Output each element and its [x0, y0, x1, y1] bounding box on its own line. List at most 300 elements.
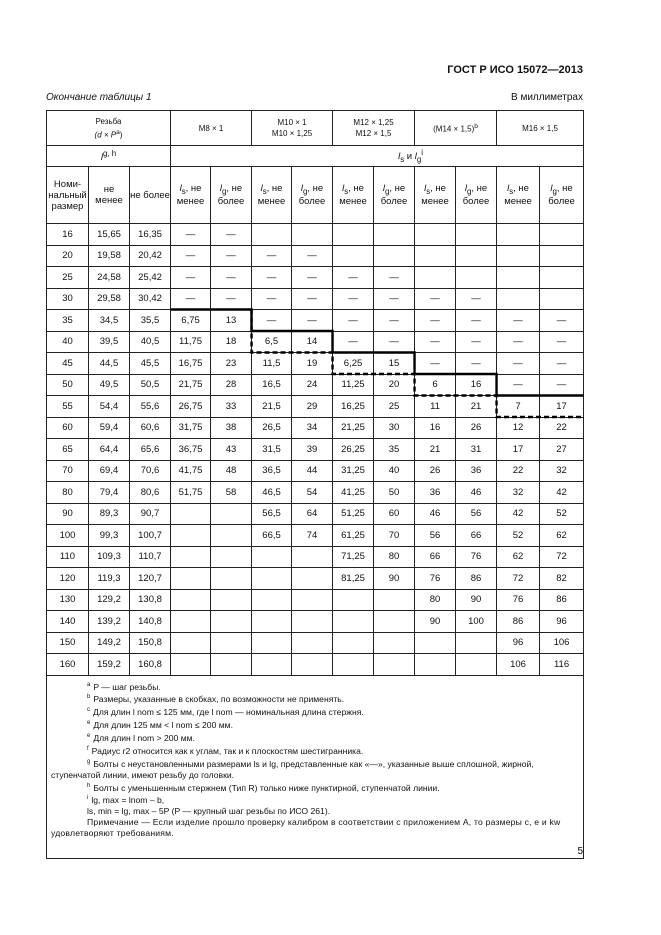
footnote-b: $^b$ Размеры, указанные в скобках, по возможности не применять.	[87, 694, 345, 705]
table-cell: —	[211, 245, 252, 267]
table-cell: 22	[497, 460, 540, 482]
table-cell: 17	[540, 396, 584, 418]
table-cell: —	[292, 245, 333, 267]
table-cell: 31	[456, 439, 497, 461]
table-cell: 90	[374, 568, 415, 590]
table-cell: 35	[47, 310, 89, 332]
table-cell: 90	[47, 503, 89, 525]
table-cell	[252, 224, 292, 246]
table-cell	[292, 546, 333, 568]
table-cell: 32	[497, 482, 540, 504]
table-cell: 119,3	[89, 568, 130, 590]
table-cell: 44,5	[89, 353, 130, 375]
table-cell: 50,5	[130, 374, 171, 396]
lg-max-header: $l_g$, не более	[456, 167, 497, 224]
table-cell: 30,42	[130, 288, 171, 310]
table-cell: 48	[211, 460, 252, 482]
table-cell: 41,75	[171, 460, 211, 482]
table-cell: 62	[540, 525, 584, 547]
table-cell: 16,25	[333, 396, 374, 418]
table-cell: 20,42	[130, 245, 171, 267]
table-cell	[292, 632, 333, 654]
table-cell	[171, 611, 211, 633]
table-cell: —	[292, 310, 333, 332]
table-cell: —	[497, 310, 540, 332]
table-cell: 40,5	[130, 331, 171, 353]
table-cell: 13	[211, 310, 252, 332]
table-cell: —	[415, 310, 456, 332]
table-cell	[374, 589, 415, 611]
footnote-d: $^e$ Для длин l nom > 200 мм.	[87, 732, 195, 743]
table-cell: 32	[540, 460, 584, 482]
footnote-e: $^e$ Для длин 125 мм < l nom ≤ 200 мм.	[87, 719, 233, 730]
table-cell: 46,5	[252, 482, 292, 504]
table-cell: 58	[211, 482, 252, 504]
ls-min-header: $l_s$, не менее	[415, 167, 456, 224]
table-cell	[374, 654, 415, 676]
table-cell: 56	[415, 525, 456, 547]
table-cell: 30	[374, 417, 415, 439]
table-cell: 26	[456, 417, 497, 439]
table-cell: 6	[415, 374, 456, 396]
table-cell: 52	[540, 503, 584, 525]
table-cell: —	[497, 374, 540, 396]
table-cell: 45	[47, 353, 89, 375]
table-cell: 11,5	[252, 353, 292, 375]
table-cell: 100	[456, 611, 497, 633]
table-cell: 16,5	[252, 374, 292, 396]
table-cell: —	[211, 224, 252, 246]
table-cell	[171, 568, 211, 590]
table-row	[47, 353, 584, 375]
table-cell	[374, 224, 415, 246]
lg-max-header: $l_g$, не более	[211, 167, 252, 224]
table-cell	[211, 525, 252, 547]
table-cell: —	[415, 288, 456, 310]
table-cell: 76	[497, 589, 540, 611]
table-cell	[540, 288, 584, 310]
table-cell: 16,35	[130, 224, 171, 246]
lg-max-header: $l_g$, не более	[374, 167, 415, 224]
table-cell: 76	[456, 546, 497, 568]
table-cell: —	[252, 245, 292, 267]
table-cell: 14	[292, 331, 333, 353]
table-cell: 26,5	[252, 417, 292, 439]
table-cell: 82	[540, 568, 584, 590]
table-cell: 11,25	[333, 374, 374, 396]
table-cell: 90,7	[130, 503, 171, 525]
table-cell: —	[374, 288, 415, 310]
table-cell	[252, 568, 292, 590]
table-cell	[333, 589, 374, 611]
table-cell: 50	[47, 374, 89, 396]
table-cell: 52	[497, 525, 540, 547]
table-cell: 17	[497, 439, 540, 461]
table-cell: 29	[292, 396, 333, 418]
table-row	[47, 396, 584, 418]
table-cell	[415, 267, 456, 289]
table-row	[47, 546, 584, 568]
table-cell: —	[211, 288, 252, 310]
table-cell: 99,3	[89, 525, 130, 547]
table-cell	[252, 589, 292, 611]
table-cell: 6,75	[171, 310, 211, 332]
table-cell: 62	[497, 546, 540, 568]
table-cell	[415, 245, 456, 267]
table-cell: —	[333, 288, 374, 310]
table-row	[47, 331, 584, 353]
table-note: Примечание — Если изделие прошло проверку калибром в соответствии с приложением А, то размеры c, e и kw удовлетворяют требованиям.	[51, 817, 561, 839]
table-cell: —	[415, 331, 456, 353]
table-cell: 26,75	[171, 396, 211, 418]
table-cell	[171, 546, 211, 568]
table-row	[47, 482, 584, 504]
table-cell	[171, 654, 211, 676]
table-cell: —	[292, 267, 333, 289]
table-row	[47, 439, 584, 461]
table-cell	[292, 654, 333, 676]
table-row	[47, 417, 584, 439]
table-row	[47, 245, 584, 267]
lg-max-header: $l_g$, не более	[540, 167, 584, 224]
table-cell: 26,25	[333, 439, 374, 461]
table-cell: 106	[497, 654, 540, 676]
table-cell: 66,5	[252, 525, 292, 547]
table-cell: —	[252, 267, 292, 289]
table-cell	[211, 589, 252, 611]
footnote-a: $^a$ P — шаг резьбы.	[87, 681, 161, 692]
table-cell	[540, 224, 584, 246]
ls-min-header: $l_s$, не менее	[171, 167, 211, 224]
table-cell	[252, 546, 292, 568]
table-cell: 25,42	[130, 267, 171, 289]
table-cell: 100,7	[130, 525, 171, 547]
table-cell	[456, 267, 497, 289]
table-cell	[252, 632, 292, 654]
table-cell: 38	[211, 417, 252, 439]
table-cell: —	[374, 267, 415, 289]
table-cell: 6,25	[333, 353, 374, 375]
table-cell	[456, 632, 497, 654]
table-cell: 36	[415, 482, 456, 504]
table-cell: 106	[540, 632, 584, 654]
table-cell	[540, 267, 584, 289]
table-continuation-caption: Окончание таблицы 1	[46, 92, 152, 103]
table-cell: 86	[497, 611, 540, 633]
table-cell: 18	[211, 331, 252, 353]
table-cell: 29,58	[89, 288, 130, 310]
table-cell	[333, 654, 374, 676]
table-cell: 36,5	[252, 460, 292, 482]
table-cell: 56	[456, 503, 497, 525]
table-cell: 60	[47, 417, 89, 439]
table-cell: 159,2	[89, 654, 130, 676]
table-row	[47, 611, 584, 633]
footnotes-cell	[47, 675, 584, 858]
size-m12: M12 × 1,25 M12 × 1,5	[333, 111, 415, 146]
table-cell: 130,8	[130, 589, 171, 611]
table-cell: 15	[374, 353, 415, 375]
table-cell: 36,75	[171, 439, 211, 461]
table-cell	[292, 224, 333, 246]
table-cell: 36	[456, 460, 497, 482]
table-cell: 70	[47, 460, 89, 482]
standard-header: ГОСТ Р ИСО 15072—2013	[447, 64, 583, 76]
table-cell	[292, 568, 333, 590]
table-cell: 16	[47, 224, 89, 246]
table-cell	[171, 589, 211, 611]
table-cell: 39	[292, 439, 333, 461]
table-cell	[211, 503, 252, 525]
table-cell: 66	[456, 525, 497, 547]
table-cell: 51,25	[333, 503, 374, 525]
footnote-i-cont: ls, min = lg, max – 5P (P — крупный шаг резьбы по ИСО 261).	[87, 806, 331, 817]
table-cell	[252, 654, 292, 676]
table-cell: 33	[211, 396, 252, 418]
table-cell: 21	[456, 396, 497, 418]
table-cell: 7	[497, 396, 540, 418]
table-cell: 110	[47, 546, 89, 568]
table-cell: 12	[497, 417, 540, 439]
table-cell: 96	[497, 632, 540, 654]
table-cell: —	[171, 288, 211, 310]
table-cell: 139,2	[89, 611, 130, 633]
table-cell: 41,25	[333, 482, 374, 504]
ls-min-header: $l_s$, не менее	[252, 167, 292, 224]
table-cell: —	[171, 245, 211, 267]
table-cell: 31,75	[171, 417, 211, 439]
table-row	[47, 288, 584, 310]
table-cell	[333, 245, 374, 267]
table-cell: 19,58	[89, 245, 130, 267]
table-cell: 51,75	[171, 482, 211, 504]
table-cell: 90	[415, 611, 456, 633]
table-cell: 61,25	[333, 525, 374, 547]
table-cell: 59,4	[89, 417, 130, 439]
table-row	[47, 589, 584, 611]
table-cell: 66	[415, 546, 456, 568]
table-cell: 116	[540, 654, 584, 676]
table-cell: 15,65	[89, 224, 130, 246]
table-cell: 140,8	[130, 611, 171, 633]
table-cell: 21,75	[171, 374, 211, 396]
table-cell: 74	[292, 525, 333, 547]
table-cell: 49,5	[89, 374, 130, 396]
table-cell	[374, 245, 415, 267]
table-cell: 19	[292, 353, 333, 375]
l-header-cell: $l^{g, h}$	[47, 146, 171, 167]
table-row	[47, 374, 584, 396]
table-cell	[415, 654, 456, 676]
table-cell: 40	[47, 331, 89, 353]
table-cell: 31,25	[333, 460, 374, 482]
table-cell	[171, 632, 211, 654]
size-m8: M8 × 1	[171, 111, 252, 146]
table-cell: 21	[415, 439, 456, 461]
table-cell: 24	[292, 374, 333, 396]
table-cell: —	[456, 331, 497, 353]
table-cell: —	[497, 353, 540, 375]
table-cell: 76	[415, 568, 456, 590]
table-cell: 150,8	[130, 632, 171, 654]
table-cell: 34	[292, 417, 333, 439]
table-cell: 81,25	[333, 568, 374, 590]
table-cell	[211, 654, 252, 676]
table-cell: 149,2	[89, 632, 130, 654]
table-cell: 54,4	[89, 396, 130, 418]
table-cell: 6,5	[252, 331, 292, 353]
table-cell: 120,7	[130, 568, 171, 590]
ls-min-header: $l_s$, не менее	[497, 167, 540, 224]
table-cell: 23	[211, 353, 252, 375]
table-cell: —	[252, 288, 292, 310]
table-cell	[252, 611, 292, 633]
table-cell: 80	[374, 546, 415, 568]
table-row	[47, 568, 584, 590]
table-cell	[497, 245, 540, 267]
table-cell	[292, 589, 333, 611]
table-cell: 90	[456, 589, 497, 611]
table-row	[47, 525, 584, 547]
table-cell: —	[333, 310, 374, 332]
table-cell: 55	[47, 396, 89, 418]
table-cell: 80	[47, 482, 89, 504]
table-cell: —	[456, 353, 497, 375]
min-header: не менее	[89, 167, 130, 224]
table-cell: 25	[47, 267, 89, 289]
table-cell: 70,6	[130, 460, 171, 482]
table-cell: —	[252, 310, 292, 332]
table-cell	[333, 632, 374, 654]
table-cell: —	[374, 331, 415, 353]
table-cell: 69,4	[89, 460, 130, 482]
table-cell: 35,5	[130, 310, 171, 332]
table-cell: 80	[415, 589, 456, 611]
table-cell: 60,6	[130, 417, 171, 439]
footnote-h: $^h$ Болты с уменьшенным стержнем (Тип R) только ниже пунктирной, ступенчатой линии.	[87, 782, 440, 793]
table-row	[47, 267, 584, 289]
table-cell: 42	[540, 482, 584, 504]
table-cell: 72	[497, 568, 540, 590]
table-cell: 24,58	[89, 267, 130, 289]
table-cell: 140	[47, 611, 89, 633]
table-cell: 72	[540, 546, 584, 568]
table-cell: —	[333, 331, 374, 353]
table-cell	[211, 611, 252, 633]
table-cell	[211, 546, 252, 568]
table-cell: 86	[456, 568, 497, 590]
size-m14: $(M14 \times 1,5)^b$	[415, 111, 497, 146]
table-cell	[333, 224, 374, 246]
table-cell: —	[540, 353, 584, 375]
thread-header-cell	[47, 111, 171, 146]
footnote-f: $^f$ Радиус r2 относится как к углам, так и к плоскостям шестигранника.	[87, 745, 364, 756]
table-cell	[374, 632, 415, 654]
table-cell: 56,5	[252, 503, 292, 525]
table-cell	[415, 224, 456, 246]
table-cell: 109,3	[89, 546, 130, 568]
lg-max-header: $l_g$, не более	[292, 167, 333, 224]
table-cell: 50	[374, 482, 415, 504]
table-cell: 27	[540, 439, 584, 461]
table-cell: —	[456, 310, 497, 332]
table-cell: 11,75	[171, 331, 211, 353]
table-cell: —	[415, 353, 456, 375]
table-cell: 16	[456, 374, 497, 396]
table-cell: 86	[540, 589, 584, 611]
table-cell: 42	[497, 503, 540, 525]
table-cell: 16,75	[171, 353, 211, 375]
table-cell	[292, 611, 333, 633]
table-cell	[374, 611, 415, 633]
table-cell: 40	[374, 460, 415, 482]
size-m16: M16 × 1,5	[497, 111, 584, 146]
table-cell: —	[333, 267, 374, 289]
table-cell: —	[171, 267, 211, 289]
table-cell	[171, 525, 211, 547]
table-cell: 20	[374, 374, 415, 396]
table-cell: —	[374, 310, 415, 332]
table-cell	[415, 632, 456, 654]
table-cell: 160,8	[130, 654, 171, 676]
table-body	[47, 224, 584, 676]
table-cell: 79,4	[89, 482, 130, 504]
table-cell: 16	[415, 417, 456, 439]
table-cell	[540, 245, 584, 267]
table-cell: 120	[47, 568, 89, 590]
footnote-g: $^g$ Болты с неустановленными размерами ls и lg, представленные как «—», указанные выше сплошной, жирной, ступенчатой линии, имеют резьбу до головки.	[51, 758, 534, 780]
table-cell: 22	[540, 417, 584, 439]
table-cell: 43	[211, 439, 252, 461]
table-cell: 71,25	[333, 546, 374, 568]
max-header: не более	[130, 167, 171, 224]
table-cell: 64	[292, 503, 333, 525]
table-cell	[497, 224, 540, 246]
table-cell: 46	[415, 503, 456, 525]
table-cell: —	[171, 224, 211, 246]
table-cell: 64,4	[89, 439, 130, 461]
table-cell: 21,5	[252, 396, 292, 418]
table-cell: 46	[456, 482, 497, 504]
table-row	[47, 654, 584, 676]
table-cell	[333, 611, 374, 633]
table-cell	[171, 503, 211, 525]
table-cell: 55,6	[130, 396, 171, 418]
ls-lg-header-cell: $l_s$ и $l_g^i$	[171, 146, 584, 167]
ls-min-header: $l_s$, не менее	[333, 167, 374, 224]
footnote-c: $^c$ Для длин l nom ≤ 125 мм, где l nom — номинальная длина стержня.	[87, 707, 364, 718]
table-cell: 65	[47, 439, 89, 461]
table-cell: 65,6	[130, 439, 171, 461]
table-cell: —	[456, 288, 497, 310]
table-cell: 130	[47, 589, 89, 611]
thread-label: Резьба	[95, 116, 122, 126]
size-m10: M10 × 1 M10 × 1,25	[252, 111, 333, 146]
table-cell: —	[540, 374, 584, 396]
table-cell: —	[497, 331, 540, 353]
table-cell	[497, 267, 540, 289]
table-cell: —	[540, 310, 584, 332]
table-row	[47, 310, 584, 332]
table-cell: 160	[47, 654, 89, 676]
table-cell: 28	[211, 374, 252, 396]
table-cell	[211, 632, 252, 654]
table-cell: 30	[47, 288, 89, 310]
table-cell: 129,2	[89, 589, 130, 611]
table-cell: 110,7	[130, 546, 171, 568]
nominal-size-header: Номи-нальный размер	[47, 167, 89, 224]
table-cell: 11	[415, 396, 456, 418]
